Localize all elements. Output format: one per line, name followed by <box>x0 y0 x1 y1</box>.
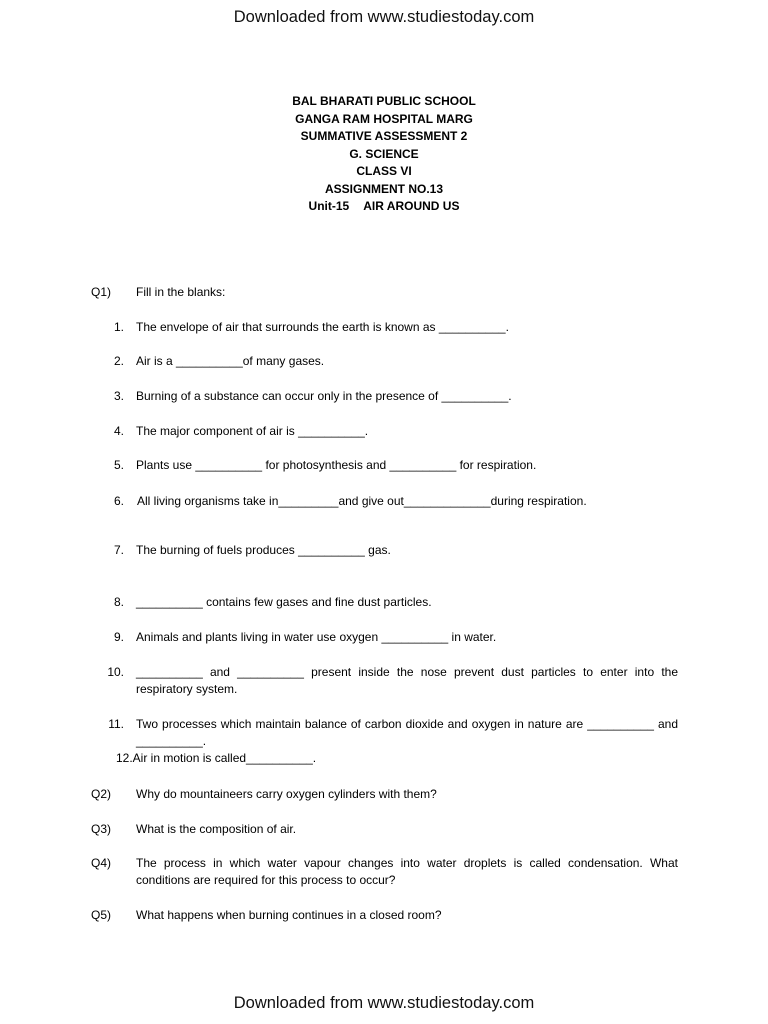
item-number: 9. <box>113 630 124 644</box>
item-number: 10. <box>107 665 124 679</box>
item-text: Burning of a substance can occur only in the presence of __________. <box>136 389 512 403</box>
item-number: 1. <box>113 320 124 334</box>
q5-label: Q5) <box>91 908 112 922</box>
item-number: 3. <box>113 389 124 403</box>
item-number: 4. <box>113 424 124 438</box>
item-text: The major component of air is __________. <box>136 424 369 438</box>
document-header <box>0 93 768 216</box>
school-name: BAL BHARATI PUBLIC SCHOOL <box>292 94 476 108</box>
item-text: __________ and __________ present inside the nose prevent dust particles to enter into the respiratory system. <box>136 665 678 696</box>
item-number: 8. <box>113 595 124 609</box>
download-banner-bottom: Downloaded from www.studiestoday.com <box>233 994 535 1012</box>
q4-text: The process in which water vapour changes into water droplets is called condensation. What conditions are required for this process to occur? <box>136 856 678 887</box>
assessment-title: SUMMATIVE ASSESSMENT 2 <box>300 129 468 143</box>
q5-text: What happens when burning continues in a closed room? <box>136 908 442 922</box>
assignment-title: ASSIGNMENT NO.13 <box>324 181 444 196</box>
list-item-12: 12.Air in motion is called__________. <box>116 751 317 765</box>
unit-name: AIR AROUND US <box>363 199 460 213</box>
item-text: __________ contains few gases and fine dust particles. <box>136 595 432 609</box>
item-text: Two processes which maintain balance of carbon dioxide and oxygen in nature are __________ and __________. <box>136 717 678 748</box>
item-text: The envelope of air that surrounds the earth is known as __________. <box>136 320 509 334</box>
unit-title <box>0 198 768 216</box>
q2-text: Why do mountaineers carry oxygen cylinders with them? <box>136 787 437 801</box>
item-number: 5. <box>113 458 124 472</box>
item-number: 11. <box>108 717 124 731</box>
item-text: All living organisms take in_________and give out_____________during respiration. <box>137 494 587 508</box>
q3-text: What is the composition of air. <box>136 822 297 836</box>
q4-label: Q4) <box>91 856 112 870</box>
q3-label: Q3) <box>91 822 112 836</box>
class-title: CLASS VI <box>356 164 412 178</box>
item-text: Plants use __________ for photosynthesis and __________ for respiration. <box>136 458 537 472</box>
q2-label: Q2) <box>91 787 112 801</box>
download-banner-top: Downloaded from www.studiestoday.com <box>233 8 535 26</box>
item-text: Animals and plants living in water use oxygen __________ in water. <box>136 630 497 644</box>
item-number: 7. <box>113 543 124 557</box>
unit-number: Unit-15 <box>308 199 350 213</box>
school-address: GANGA RAM HOSPITAL MARG <box>295 111 473 126</box>
item-number: 6. <box>113 494 124 508</box>
q1-title: Fill in the blanks: <box>136 285 226 299</box>
item-text: The burning of fuels produces __________ gas. <box>136 543 391 557</box>
item-text: Air is a __________of many gases. <box>136 354 325 368</box>
q1-label: Q1) <box>91 285 112 299</box>
item-number: 2. <box>113 354 124 368</box>
subject-title: G. SCIENCE <box>349 146 419 161</box>
